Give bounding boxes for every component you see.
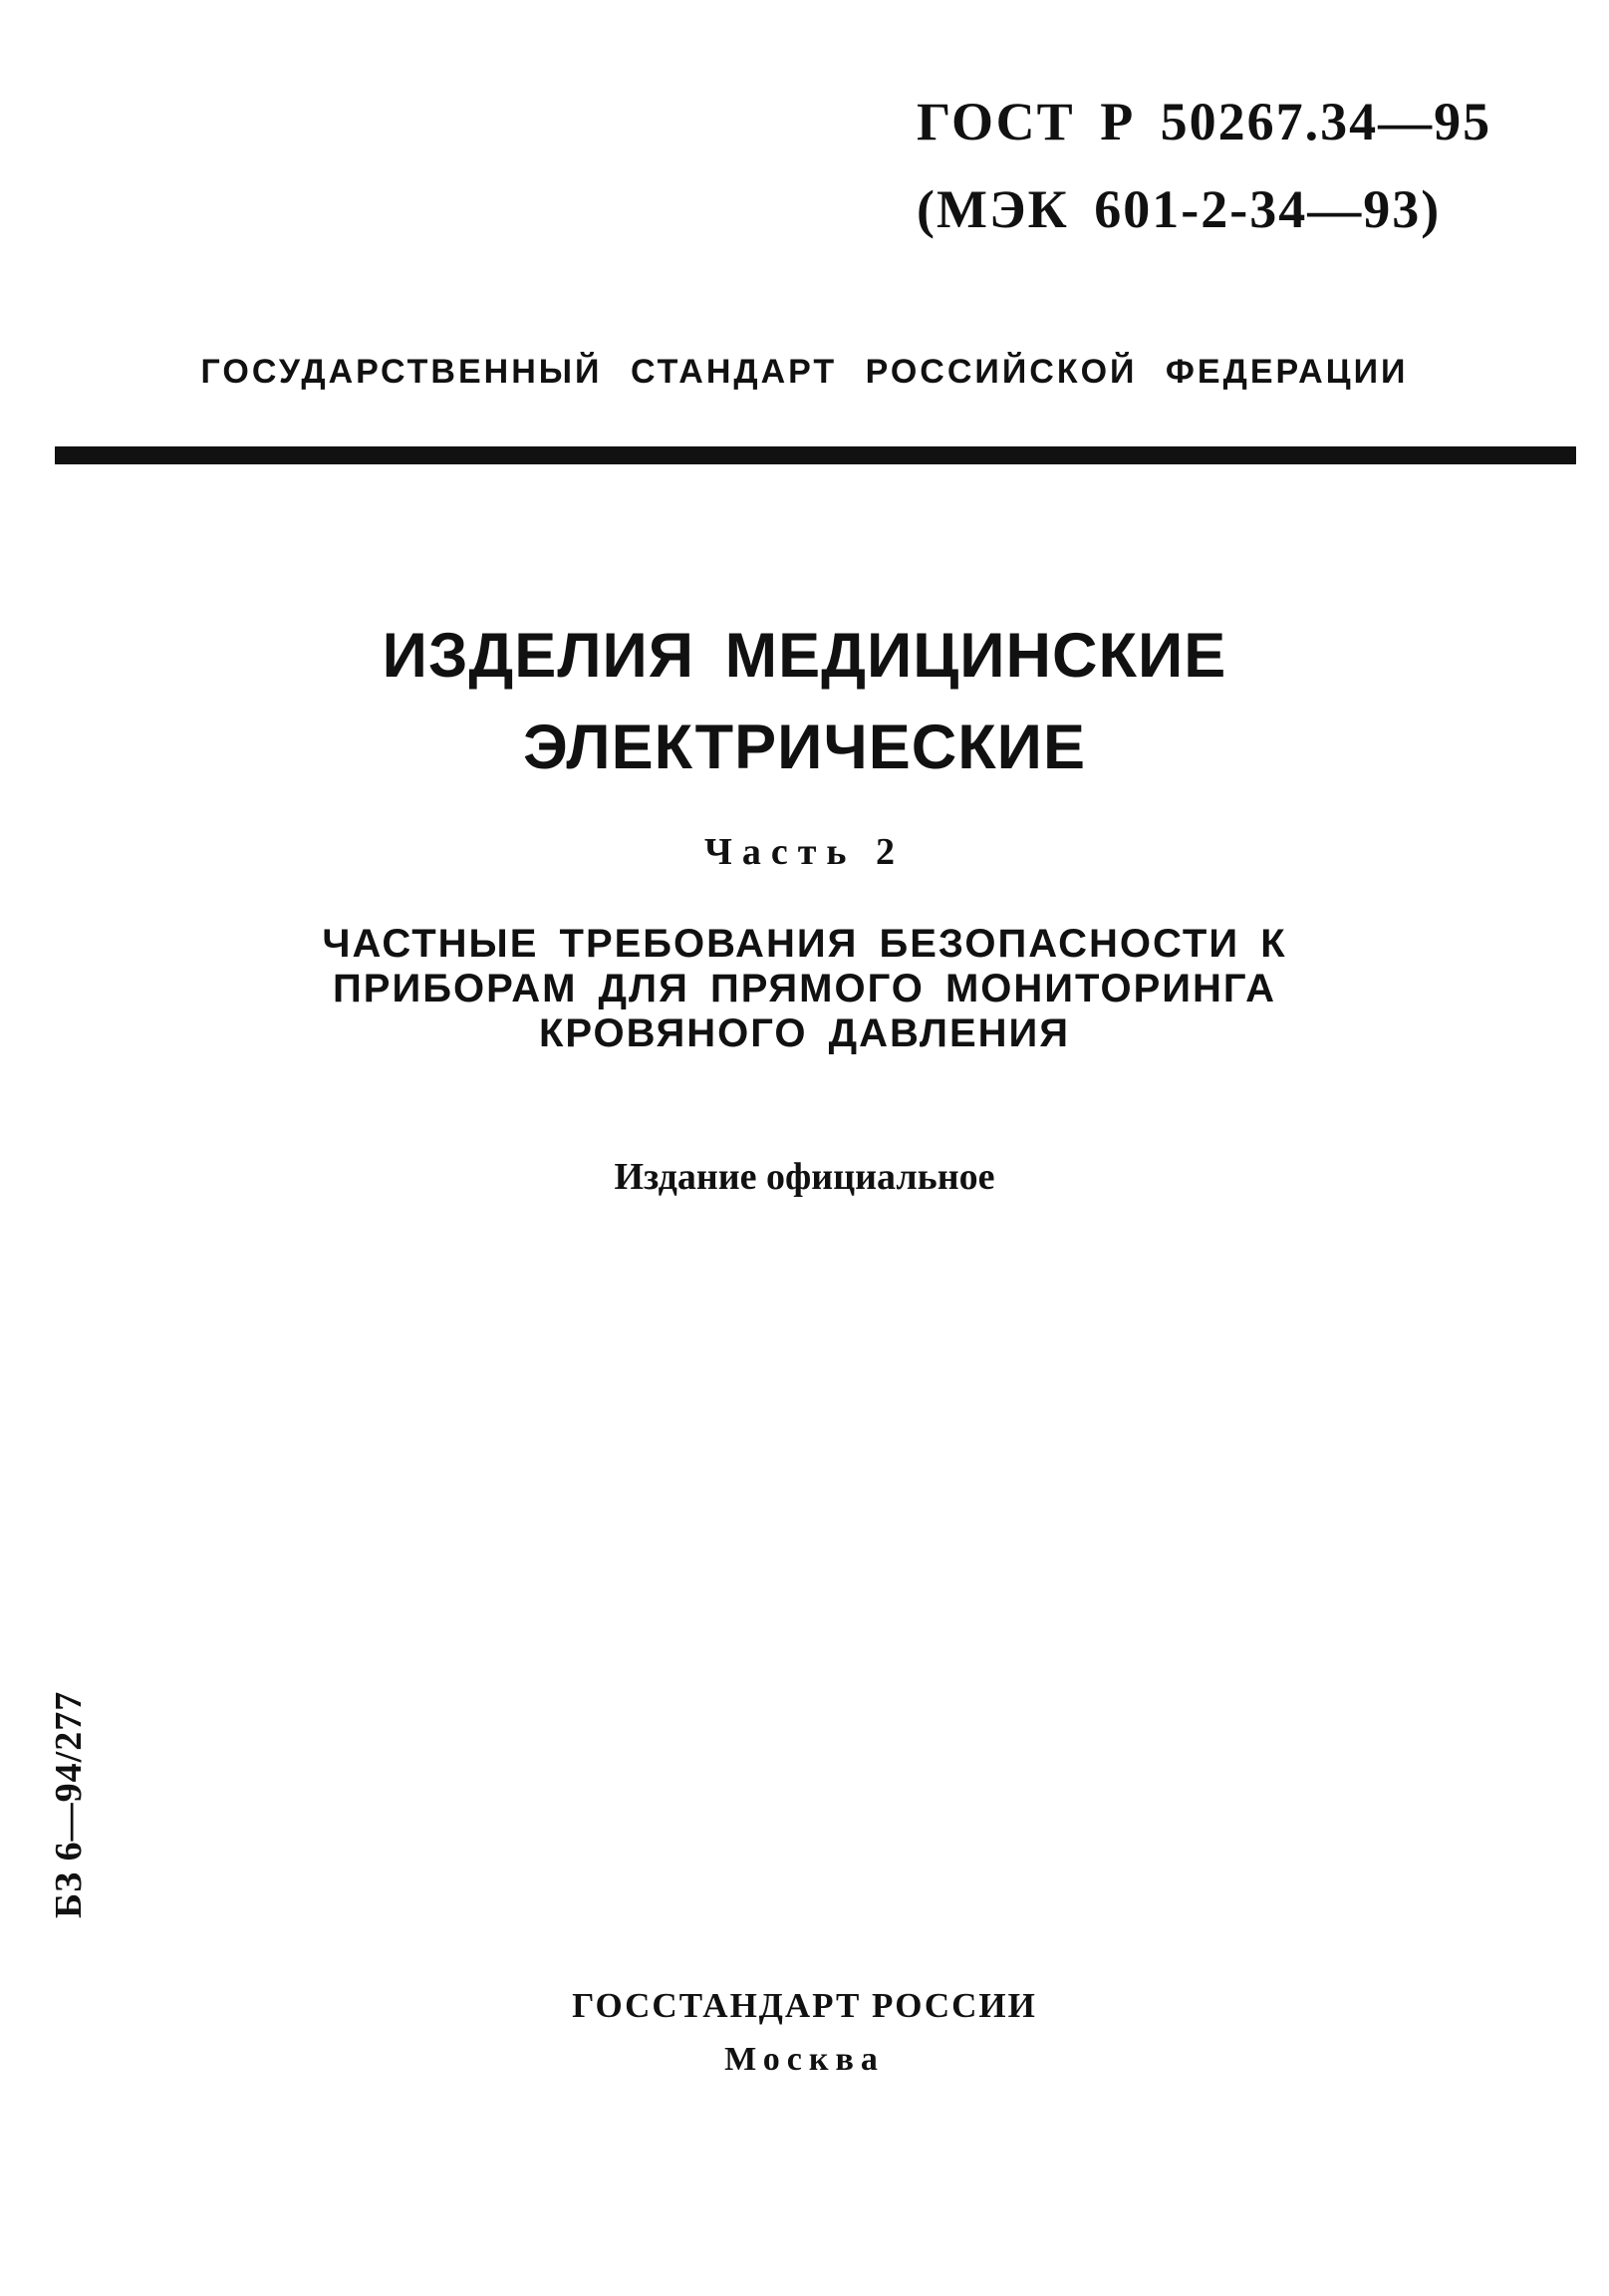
standard-number: ГОСТ Р 50267.34—95	[917, 92, 1492, 151]
side-code: БЗ 6—94/277	[48, 1690, 90, 1918]
document-title	[0, 610, 1609, 793]
part-title-line-3: КРОВЯНОГО ДАВЛЕНИЯ	[538, 1011, 1071, 1055]
publisher-name: ГОССТАНДАРТ РОССИИ	[572, 1986, 1037, 2025]
edition-label: Издание официальное	[614, 1156, 995, 1198]
part-title-line-1: ЧАСТНЫЕ ТРЕБОВАНИЯ БЕЗОПАСНОСТИ К	[322, 922, 1287, 966]
part-title-line-2: ПРИБОРАМ ДЛЯ ПРЯМОГО МОНИТОРИНГА	[333, 967, 1276, 1010]
state-standard-header: ГОСУДАРСТВЕННЫЙ СТАНДАРТ РОССИЙСКОЙ ФЕДЕРАЦИИ	[200, 353, 1409, 391]
part-title	[0, 922, 1609, 1056]
document-title-line-1: ИЗДЕЛИЯ МЕДИЦИНСКИЕ	[382, 621, 1227, 691]
publisher-city: Москва	[724, 2041, 885, 2078]
document-title-line-2: ЭЛЕКТРИЧЕСКИЕ	[523, 713, 1086, 782]
header-rule	[55, 446, 1576, 464]
part-label: Часть 2	[703, 831, 905, 873]
iec-reference: (МЭК 601-2-34—93)	[917, 179, 1442, 239]
